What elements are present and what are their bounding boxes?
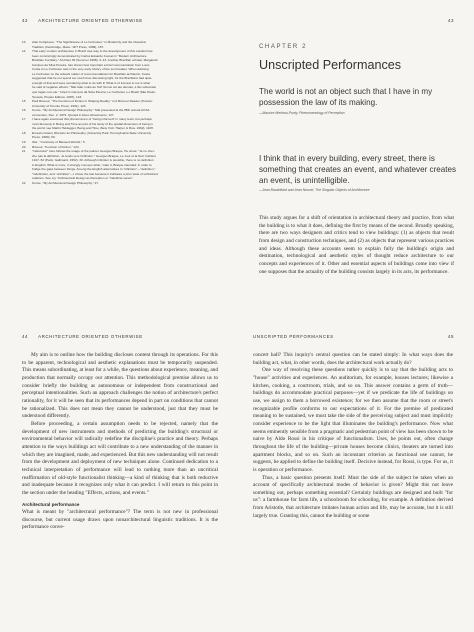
endnote-text: Kunze, "My Architectural Design Philosophy," 27. <box>32 180 99 185</box>
endnote-text: bridge the gaps between things. Among the English alternatives to "infinition"—"definition," <box>32 167 156 172</box>
endnote <box>22 181 218 186</box>
endnote-number: 14 <box>22 49 26 54</box>
paragraph: One way of resolving these questions rather quickly is to say that the building acts to "house" activities and experiences. An auditorium, for example, houses lectures; likewise a kitchen, cooking, a courtroom, trials, and so on. This answer contains a germ of truth—buildings do accommodate practical purposes—yet if we predicate the life of buildings on use, we assign to them a borrowed existence; for we then assume that the room or street's recognizable profile conforms to our expectations of it. For the premise of predicated meaning to be sustained, we must take the side of the perceiving subject and must implicitly consider experience to be the light that illuminates the building's performance. Now what seems eminently sensible from a pragmatic and pedestrian point of view has been shown to be naive by Aldo Rossi in his critique of functionalism. Uses, he points out, often change throughout the life of the building—private houses become clinics, theaters are turned into apartment blocks, and so on. Such an inconstant criterion as functional use cannot, he suggests, be applied to define the building itself. Decisive instead, for Rossi, is type. For us, it is operation or performance. <box>253 367 453 473</box>
endnote-number: 18 <box>22 130 26 135</box>
endnote-text: 1917–52 (Paris: Gallimard, 1952), 30. Although Infinition is possible, there is no definition <box>32 158 154 163</box>
paragraph: Thus, a basic question presents itself: Must the side of the subject be taken when an account of specifically architectural modes of behavior is given? Might this not leave something out, perhaps something essential? Certainly buildings are designed and built "for us": a farmhouse for farm life, a schoolroom for schooling, for example. A definition derived from Aristotle, that architecture imitates human action and life, may be accurate, but it is still largely true. Granting this, cannot the building or some <box>253 474 453 519</box>
epigraph-text: I think that in every building, every street, there is something that creates an event, and whatever creates an event, is unintelligible. <box>259 154 457 185</box>
endnote-text: Tessela, Projeto Editora, 1987), 143. <box>32 94 83 99</box>
paragraph: My aim is to outline how the building discloses content through its operations. For this to be apparent, technological and aesthetic explanations must be temporarily suspended. This means subordinating, at least for a while, the questions about experience, meaning, and production that normally occupy our attention. This methodological premise allows us to consider briefly the building as autonomous or independent from constructional and perceptual intentionalities. Such an approach challenges the notion of architecture's perfect rationality, for it will be seen that its performances depend in part on conditions that cannot be rationalized. This does not mean they cannot be understood, just that they must be understood differently. <box>22 352 218 420</box>
endnote-number: 15 <box>22 99 26 104</box>
running-head <box>253 334 454 339</box>
endnote-text: Kunze, "My Architectural Design Philosophy." Talk presented at the 85th annual ACSA <box>32 108 150 113</box>
page-number: 44 <box>22 334 29 339</box>
endnote-text: che pas la définition. Je tends vers l'infinition." Georges Braque, Le Jour et la Nuit: Cahiers <box>32 153 156 158</box>
endnote-text: "indefinition, and "unfinition"—I chose the last because it indicates a prior state of unfinished <box>32 171 158 176</box>
endnote-number: 19 <box>22 140 26 145</box>
page-44 <box>0 316 237 632</box>
endnote-text: Campos da Silva Pereira, has shown how important a brief communication from Lucio <box>32 62 150 67</box>
endnote-text: Tradition (Cambridge, Mass.: MIT Press, 1989), 187. <box>32 44 105 49</box>
section-subhead: Architectural performance <box>22 502 80 508</box>
endnote-text: been convincingly demonstrated by Carlos Eduardo Comas in "Modern Architecture <box>32 53 147 58</box>
running-head <box>22 334 143 339</box>
page-43 <box>237 0 474 316</box>
paragraph: What is meant by "architectural performance"? The term is not new in professional discourse, but current usage draws upon nonarchitectural linguistic traditions. It is the performance conve- <box>22 509 218 531</box>
epigraph <box>259 154 459 193</box>
endnote-text: suggested that he not spend too much time discussing light, for the Brazilians had quite <box>32 76 152 81</box>
endnote-text: convention, Dec. 2, 1979. Quoted in Deux Aboutments, 127. <box>32 112 115 117</box>
running-head <box>438 18 454 23</box>
page-number: 43 <box>447 18 454 23</box>
endnote-text: Ibid., "Continuity of Blessed Worlds," 5. <box>32 140 86 145</box>
endnote-number: 20 <box>22 144 26 149</box>
page-number: 45 <box>447 334 454 339</box>
page-number: 42 <box>22 18 29 23</box>
running-head-title: ARCHITECTURE ORIENTED OTHERWISE <box>38 334 143 339</box>
endnote-text: que fugas com ele." Cited in Campos da Silva Pereira, Le Corbusier e o Brasil (São Paulo: <box>32 90 156 95</box>
running-head-title: ARCHITECTURE ORIENTED OTHERWISE <box>38 18 143 23</box>
endnote-number: 16 <box>22 108 26 113</box>
endnote-text: "Indecision" here follows the usage of the painter Georges Braque. He wrote: "Je ne cher- <box>32 149 155 154</box>
chapter-title: Unscripted Performances <box>259 58 402 72</box>
paragraph: concert hall? This inquiry's central question can be stated simply: In what ways does the building act, what, in other words, does the architectural work actually do? <box>253 352 453 366</box>
endnote-number: 13 <box>22 40 26 44</box>
paragraph: This study argues for a shift of orientation in architectural theory and practice, from what the building is to what it does, defining the first by means of the second. Broadly speaking, there are two ways designers and critics tend to view buildings: (1) as objects that result from design and construction techniques, and (2) as objects that represent various practices and ideas. Although these accounts seem to explain fully the building's origin and destination, technological and aesthetic styles of thought reduce architecture to our concepts and experiences of it. Other and essential aspects of buildings come into view if one supposes that the actuality of the building consists largely in its acts, its performance. <box>259 215 454 275</box>
endnote-text: enough of that and were wondering what to do with it! What is of interest to me is what <box>32 80 150 85</box>
page-45 <box>237 316 474 632</box>
epigraph-attribution: —Jean Baudrillard and Jean Nouvel, The Singular Objects of Architecture <box>259 188 370 193</box>
paragraph: Before proceeding, a certain assumption needs to be rejected, namely that the development of new instruments and methods of predicting the building's structural or environmental behavior will radically redefine the discipline's practice and theory. Perhaps attention to the ways buildings act will contribute to a new understanding of the manner in which they are imagined, made, and experienced. But this new understanding will not result from the development and deployment of new techniques alone. Continued dedication to a technical interpretation of performance will lead to nothing more than an uncritical reaffirmation of old-style functionalist thinking—a kind of thinking that is both reductive and inadequate because it recognizes only what it can predict. I will return to this point in the section under the heading "Effects, actions, and events." <box>22 420 218 496</box>
endnote-number: 22 <box>22 180 26 185</box>
chapter-opening-paragraph <box>259 215 454 276</box>
epigraph <box>259 87 459 116</box>
body-text <box>22 352 218 532</box>
endnote-number: 21 <box>22 149 26 154</box>
endnote-text: in English. What is more, it strongly conveys what, I take it, Braque intended: in order to <box>32 162 152 167</box>
running-head-title: UNSCRIPTED PERFORMANCES <box>253 334 334 339</box>
endnote-text: Ricoeur, "Function of Fiction," 124. <box>32 144 80 149</box>
endnote-text: Paul Ricoeur, "The Function of Fiction in Shaping Reality," in A Ricoeur Reader (Toronto: <box>32 99 153 104</box>
endnote-text: Costa to Le Corbusier was in the very early history of the sun breaker. When advising <box>32 67 149 72</box>
endnote-number: 17 <box>22 117 26 122</box>
epigraph-text: The world is not an object such that I have in my possession the law of its making. <box>259 87 433 107</box>
endnote-text: most famously in Being and Time as part of his study of the spatial dimension of being in <box>32 121 153 126</box>
endnotes-list <box>22 40 218 186</box>
running-head <box>22 18 143 23</box>
endnote-text: he said of negative effects: "Não falar muito de Sol! Temos sol até demais, é tão sobretudo <box>32 85 157 90</box>
endnote-text: I have again examined this phenomenon of "being informed" in many texts, but perhaps <box>32 117 152 122</box>
endnote-text: Press, 1980), 60. <box>32 135 56 140</box>
page-42 <box>0 0 237 316</box>
endnote-text: Ernesto Grassi, Rhetoric as Philosophy (University Park: Pennsylvania State University <box>32 130 152 135</box>
body-text <box>253 352 453 520</box>
endnote-text: That early modern architecture in Brazil owe way to the development of this solution has <box>32 49 153 54</box>
epigraph-attribution: —Maurice Merleau-Ponty, Phenomenology of Perception <box>259 110 345 115</box>
endnote-text: relations. See my "Architectural Design as Reception or "indefinite series". <box>32 176 134 181</box>
endnote-text: Alan Colquhoun, "The Significance of Le Corbusier," in Modernity and the Classical <box>32 40 146 44</box>
endnote-text: the world; see Martin Heidegger, Being and Time (New York: Harper & Row, 1962), 110ff. <box>32 126 154 131</box>
endnote-text: University of Toronto Press, 1991), 124. <box>32 103 87 108</box>
endnote-text: Le Corbusier on the artwork matter of recommendations for Brazilian architects, Costa <box>32 71 150 76</box>
endnote-text: Brazilian Corollary," AA Files 36 (Summer 1998): 3–13. Another Brazilian scholar, Margareth <box>32 58 158 63</box>
chapter-label: CHAPTER 2 <box>259 44 308 50</box>
